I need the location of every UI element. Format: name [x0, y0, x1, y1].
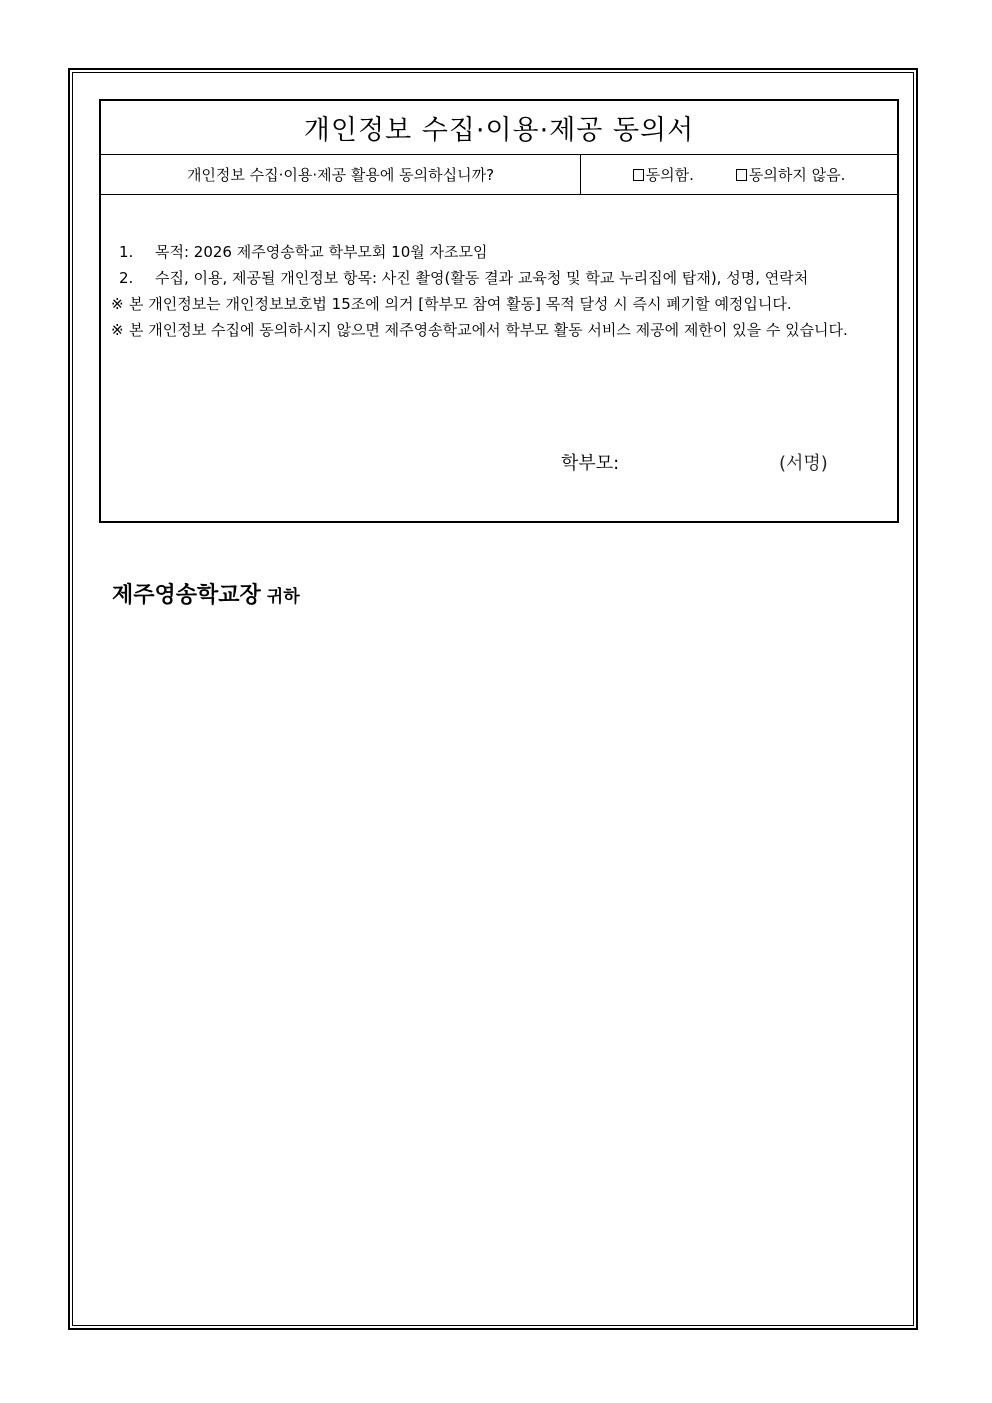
item-number: 2. [119, 269, 134, 287]
list-item-purpose [111, 239, 887, 265]
item-number: 1. [119, 243, 134, 261]
note-retention [111, 291, 887, 317]
signature-label: 학부모: [561, 453, 620, 474]
disagree-checkbox[interactable] [736, 169, 747, 181]
signature-field[interactable]: (서명) [779, 453, 828, 474]
addressee-suffix: 귀하 [266, 587, 300, 607]
addressee-name: 제주영송학교장 [112, 583, 261, 608]
agree-label: 동의함. [645, 166, 694, 184]
form-title: 개인정보 수집·이용·제공 동의서 [101, 101, 897, 155]
consent-form [99, 99, 899, 523]
consent-question: 개인정보 수집·이용·제공 활용에 동의하십니까? [101, 155, 581, 194]
note-mark-icon: ※ [111, 295, 124, 313]
agree-checkbox[interactable] [633, 169, 644, 181]
addressee [112, 578, 300, 609]
agree-option[interactable] [633, 164, 694, 185]
consent-body [101, 195, 897, 474]
note-text: 본 개인정보는 개인정보보호법 15조에 의거 [학부모 참여 활동] 목적 달성 시 즉시 폐기할 예정입니다. [129, 295, 792, 313]
disagree-label: 동의하지 않음. [748, 166, 846, 184]
item-text: 목적: 2026 제주영송학교 학부모회 10월 자조모임 [155, 243, 488, 261]
list-item-collected-data [111, 265, 887, 291]
note-mark-icon: ※ [111, 321, 124, 339]
signature-line [561, 451, 881, 481]
disagree-option[interactable] [736, 164, 845, 185]
consent-question-row [101, 155, 897, 195]
note-text: 본 개인정보 수집에 동의하시지 않으면 제주영송학교에서 학부모 활동 서비스 제공에 제한이 있을 수 있습니다. [129, 321, 848, 339]
consent-choices [581, 155, 897, 194]
item-text: 수집, 이용, 제공될 개인정보 항목: 사진 촬영(활동 결과 교육청 및 학교 누리집에 탑재), 성명, 연락처 [155, 269, 809, 287]
note-restriction [111, 317, 887, 343]
